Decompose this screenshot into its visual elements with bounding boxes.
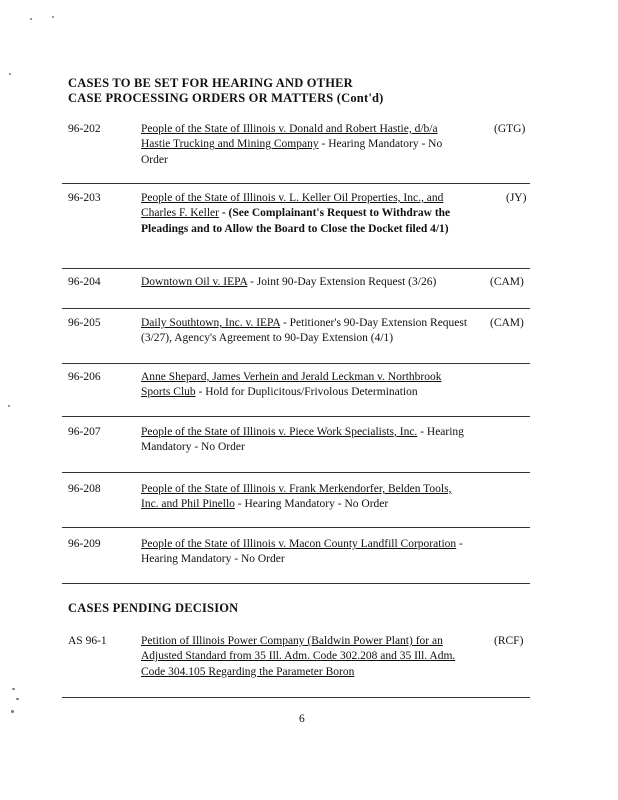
case-note: - Petitioner's 90-Day Extension Request (3/27), Agency's Agreement to 90-Day Extension (4/1) bbox=[141, 317, 468, 345]
case-number: 96-203 bbox=[68, 192, 101, 204]
case-note: - Hearing Mandatory - No Order bbox=[141, 426, 464, 454]
scan-speck bbox=[11, 710, 14, 713]
case-number: 96-205 bbox=[68, 317, 101, 329]
case-number: AS 96-1 bbox=[68, 635, 107, 647]
divider-rule bbox=[62, 527, 530, 528]
case-initials: (GTG) bbox=[494, 123, 526, 135]
divider-rule bbox=[62, 183, 530, 184]
case-description bbox=[141, 275, 469, 290]
case-title: Downtown Oil v. IEPA bbox=[141, 276, 248, 288]
case-description bbox=[141, 537, 469, 568]
case-description bbox=[141, 482, 469, 513]
case-note: - Hearing Mandatory - No Order bbox=[141, 138, 443, 166]
case-initials: (CAM) bbox=[490, 276, 524, 288]
scan-speck bbox=[30, 18, 32, 20]
case-title: People of the State of Illinois v. Donald and Robert Hastie, d/b/a Hastie Trucking and Mining Company bbox=[141, 123, 438, 151]
scan-speck bbox=[9, 73, 11, 75]
divider-rule bbox=[62, 308, 530, 309]
case-description bbox=[141, 191, 469, 237]
page-number: 6 bbox=[299, 713, 305, 725]
case-number: 96-208 bbox=[68, 483, 101, 495]
section-heading-hearing bbox=[68, 76, 384, 106]
case-title: Petition of Illinois Power Company (Baldwin Power Plant) for an Adjusted Standard from 35 Ill. Adm. Code 302.208 and 35 Ill. Adm. Code 304.105 Regarding the Parameter Boron bbox=[141, 635, 456, 678]
case-title: People of the State of Illinois v. Macon County Landfill Corporation bbox=[141, 538, 457, 550]
case-number: 96-209 bbox=[68, 538, 101, 550]
case-title: Anne Shepard, James Verhein and Jerald Leckman v. Northbrook Sports Club bbox=[141, 371, 442, 399]
scan-speck bbox=[12, 688, 15, 690]
case-description bbox=[141, 634, 469, 680]
case-title: People of the State of Illinois v. L. Keller Oil Properties, Inc., and Charles F. Keller bbox=[141, 192, 444, 220]
case-description bbox=[141, 425, 469, 456]
case-description bbox=[141, 370, 469, 401]
heading-line-2: CASE PROCESSING ORDERS OR MATTERS (Cont'd) bbox=[68, 91, 384, 105]
case-note: - (See Complainant's Request to Withdraw the Pleadings and to Allow the Board to Close the Docket filed 4/1) bbox=[141, 207, 451, 235]
case-number: 96-204 bbox=[68, 276, 101, 288]
case-number: 96-202 bbox=[68, 123, 101, 135]
case-initials: (JY) bbox=[506, 192, 527, 204]
case-title: People of the State of Illinois v. Piece Work Specialists, Inc. bbox=[141, 426, 418, 438]
case-title: Daily Southtown, Inc. v. IEPA bbox=[141, 317, 281, 329]
case-note: - Hold for Duplicitous/Frivolous Determination bbox=[195, 386, 418, 399]
divider-rule bbox=[62, 268, 530, 269]
divider-rule bbox=[62, 697, 530, 698]
case-note: - Joint 90-Day Extension Request (3/26) bbox=[247, 276, 437, 288]
divider-rule bbox=[62, 363, 530, 364]
divider-rule bbox=[62, 416, 530, 417]
case-note: - Hearing Mandatory - No Order bbox=[234, 498, 389, 511]
case-number: 96-207 bbox=[68, 426, 101, 438]
scan-speck bbox=[52, 16, 54, 18]
case-description bbox=[141, 316, 469, 347]
case-initials: (RCF) bbox=[494, 635, 524, 647]
heading-line-1: CASES TO BE SET FOR HEARING AND OTHER bbox=[68, 76, 353, 90]
divider-rule bbox=[62, 472, 530, 473]
case-title: People of the State of Illinois v. Frank Merkendorfer, Belden Tools, Inc. and Phil Pinello bbox=[141, 483, 452, 511]
case-number: 96-206 bbox=[68, 371, 101, 383]
section-heading-pending: CASES PENDING DECISION bbox=[68, 601, 239, 615]
scan-speck bbox=[8, 405, 10, 407]
divider-rule bbox=[62, 583, 530, 584]
case-description bbox=[141, 122, 469, 168]
case-note: - Hearing Mandatory - No Order bbox=[141, 538, 463, 566]
case-initials: (CAM) bbox=[490, 317, 524, 329]
scan-speck bbox=[16, 698, 19, 700]
